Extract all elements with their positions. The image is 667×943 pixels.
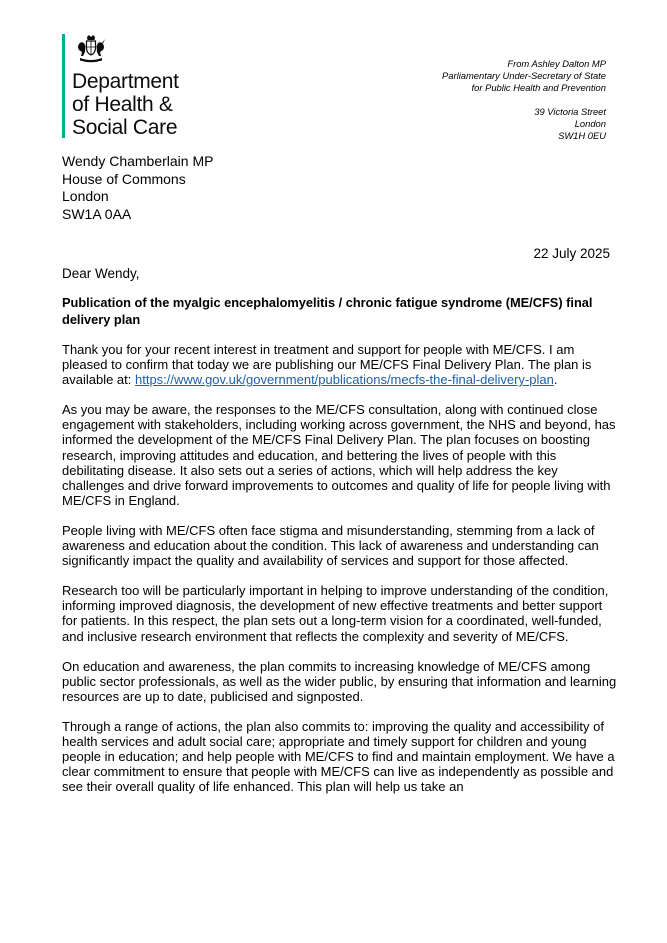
delivery-plan-link[interactable]: https://www.gov.uk/government/publications/mecfs-the-final-delivery-plan (135, 372, 554, 388)
paragraph-2: As you may be aware, the responses to the ME/CFS consultation, along with continued close engagement with stakeholders, including working across government, the NHS and beyond, has informed the development of the ME/CFS Final Delivery Plan. The plan focuses on boosting research, improving attitudes and education, and bettering the lives of people with this debilitating disease. It also sets out a series of actions, which will help address the key challenges and drive forward improvements to outcomes and quality of life for people living with ME/CFS in England. (62, 402, 616, 508)
logo-accent-bar (62, 34, 65, 138)
paragraph-6: Through a range of actions, the plan also commits to: improving the quality and accessibility of health services and adult social care; appropriate and timely support for children and young people in education; and help people with ME/CFS to find and maintain employment. We have a clear commitment to ensure that people with ME/CFS can live as independently as possible and see their overall quality of life enhanced. This plan will help us take an (62, 718, 615, 795)
sender-address-street: 39 Victoria Street (534, 106, 606, 117)
sender-block (346, 58, 606, 142)
sender-portfolio: for Public Health and Prevention (471, 82, 606, 93)
sender-address-postcode: SW1H 0EU (558, 130, 606, 141)
dept-name-line2: of Health & (72, 93, 173, 116)
salutation: Dear Wendy, (62, 266, 140, 281)
recipient-address-line2: London (62, 188, 109, 204)
recipient-name: Wendy Chamberlain MP (62, 153, 214, 169)
sender-address-city: London (574, 118, 606, 129)
dhsc-logo (62, 34, 202, 138)
recipient-address-postcode: SW1A 0AA (62, 205, 132, 222)
subject-line: Publication of the myalgic encephalomyelitis / chronic fatigue syndrome (ME/CFS) final delivery plan (62, 295, 593, 327)
dept-name-line3: Social Care (72, 116, 178, 139)
sender-name: From Ashley Dalton MP (507, 58, 606, 69)
letter-date: 22 July 2025 (533, 246, 610, 261)
paragraph-1 (62, 342, 618, 387)
recipient-address-line1: House of Commons (62, 170, 186, 187)
dept-name-line1: Department (72, 70, 179, 93)
recipient-block (62, 153, 213, 223)
letter-body (62, 342, 618, 809)
paragraph-1-end: . (553, 372, 558, 388)
department-name (72, 70, 179, 139)
paragraph-5: On education and awareness, the plan commits to increasing knowledge of ME/CFS among public sector professionals, as well as the wider public, by ensuring that information and learning resources are up to date, publicised and signposted. (62, 658, 617, 704)
paragraph-3: People living with ME/CFS often face stigma and misunderstanding, stemming from a lack of awareness and education about the condition. This lack of awareness and understanding can significantly impact the quality and availability of services and support for those affected. (62, 522, 599, 569)
paragraph-4: Research too will be particularly important in helping to improve understanding of the condition, informing improved diagnosis, the development of new effective treatments and better support for patients. In this respect, the plan sets out a long-term vision for a coordinated, well-funded, and inclusive research environment that reflects the complexity and severity of ME/CFS. (62, 583, 609, 644)
sender-title: Parliamentary Under-Secretary of State (442, 70, 606, 81)
paragraph-1-text: Thank you for your recent interest in treatment and support for people with ME/CFS. I am pleased to confirm that today we are publishing our ME/CFS Final Delivery Plan. The plan is available at: (62, 342, 592, 388)
royal-coat-of-arms-icon (74, 34, 108, 64)
